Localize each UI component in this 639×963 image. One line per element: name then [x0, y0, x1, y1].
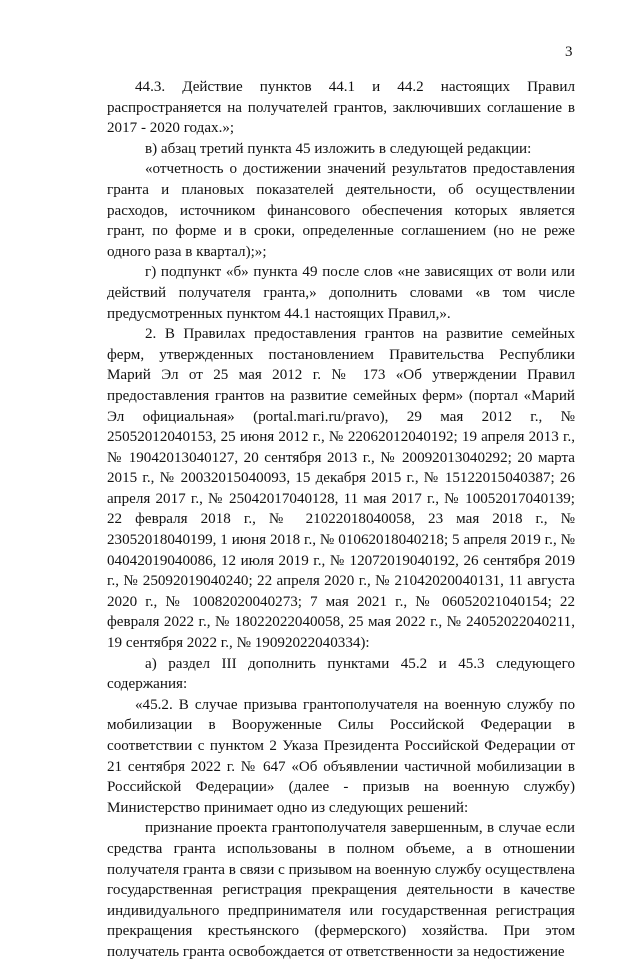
- paragraph-44-3: 44.3. Действие пунктов 44.1 и 44.2 настоящих Правил распространяется на получателей грантов, заключивших соглашение в 2017 - 2020 годах.»;: [107, 79, 575, 137]
- page-number: 3: [565, 44, 573, 60]
- paragraph-project-completion: признание проекта грантополучателя завершенным, в случае если средства гранта использованы в полном объеме, а в отношении получателя гранта в связи с призывом на военную службу осуществлена государственная регистрация прекращения деятельности в качестве индивидуального предпринимателя или государственная регистрация прекращения крестьянского (фермерского) хозяйства. При этом получатель гранта освобождается от ответственности за недостижение: [107, 820, 575, 960]
- paragraph-quote-reporting: «отчетность о достижении значений результатов предоставления гранта и плановых показателей деятельности, об осуществлении расходов, источником финансового обеспечения которых является грант, по форме и в сроки, определенные соглашением (но не реже одного раза в квартал);»;: [107, 161, 575, 260]
- paragraph-45-2: «45.2. В случае призыва грантополучателя на военную службу по мобилизации в Вооруженные Силы Российской Федерации в соответствии с пунктом 2 Указа Президента Российской Федерации от 21 сентября 2022 г. № 647 «Об объявлении частичной мобилизации в Российской Федерации» (далее - призыв на военную службу) Министерство принимает одно из следующих решений:: [107, 696, 575, 816]
- paragraph-item-v: в) абзац третий пункта 45 изложить в следующей редакции:: [145, 140, 532, 157]
- paragraph-item-a: а) раздел III дополнить пунктами 45.2 и 45.3 следующего содержания:: [107, 655, 575, 693]
- paragraph-section-2: 2. В Правилах предоставления грантов на развитие семейных ферм, утвержденных постановлением Правительства Республики Марий Эл от 25 мая 2012 г. № 173 «Об утверждении Правил предоставления грантов на развитие семейных ферм» (портал «Марий Эл официальная» (portal.mari.ru/pravo), 29 мая 2012 г., № 25052012040153, 25 июня 2012 г., № 22062012040192; 19 апреля 2013 г., № 19042013040127, 20 сентября 2013 г., № 20092013040292; 20 марта 2015 г., № 20032015040093, 15 декабря 2015 г., № 15122015040387; 26 апреля 2017 г., № 25042017040128, 11 мая 2017 г., № 10052017040139; 22 февраля 2018 г., № 21022018040058, 23 мая 2018 г., № 23052018040199, 1 июня 2018 г., № 01062018040218; 5 апреля 2019 г., № 04042019040086, 12 июля 2019 г., № 12072019040192, 26 сентября 2019 г., № 25092019040240; 22 апреля 2020 г., № 21042020040131, 11 августа 2020 г., № 10082020040273; 7 мая 2021 г., № 06052021040154; 22 февраля 2022 г., № 18022022040058, 25 мая 2022 г., № 24052022040211, 19 сентября 2022 г., № 19092022040334):: [107, 326, 575, 652]
- paragraph-item-g: г) подпункт «б» пункта 49 после слов «не зависящих от воли или действий получателя гранта,» дополнить словами «в том числе предусмотренных пунктом 44.1 настоящих Правил,».: [107, 264, 575, 322]
- body-text: [107, 77, 575, 963]
